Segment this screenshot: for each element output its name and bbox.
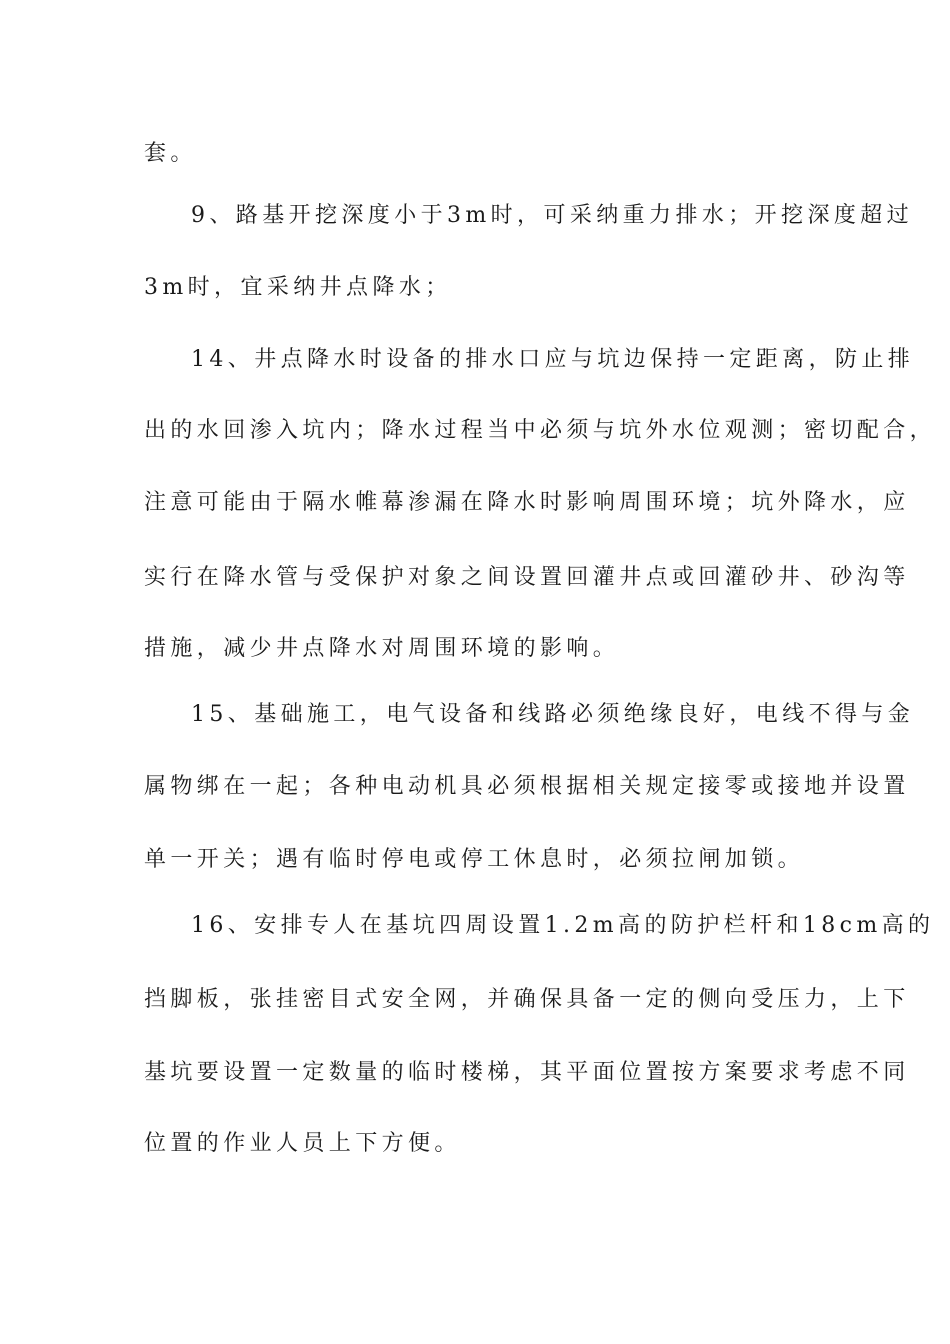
paragraph-14-line-2: 出的水回渗入坑内；降水过程当中必须与坑外水位观测；密切配合，	[144, 418, 937, 443]
text-line: 套。	[144, 141, 197, 166]
paragraph-16-line-2: 挡脚板，张挂密目式安全网，并确保具备一定的侧向受压力，上下	[144, 987, 910, 1012]
paragraph-15-line-1: 15、基础施工，电气设备和线路必须绝缘良好，电线不得与金	[191, 702, 915, 727]
paragraph-14-line-4: 实行在降水管与受保护对象之间设置回灌井点或回灌砂井、砂沟等	[144, 565, 910, 590]
paragraph-14-line-5: 措施，减少井点降水对周围环境的影响。	[144, 636, 620, 661]
paragraph-14-line-3: 注意可能由于隔水帷幕渗漏在降水时影响周围环境；坑外降水，应	[144, 490, 910, 515]
paragraph-15-line-3: 单一开关；遇有临时停电或停工休息时，必须拉闸加锁。	[144, 847, 805, 872]
paragraph-9-line-2: 3m时，宜采纳井点降水；	[144, 275, 452, 300]
paragraph-9-line-1: 9、路基开挖深度小于3m时，可采纳重力排水；开挖深度超过	[191, 203, 914, 228]
paragraph-16-line-3: 基坑要设置一定数量的临时楼梯，其平面位置按方案要求考虑不同	[144, 1060, 910, 1085]
paragraph-15-line-2: 属物绑在一起；各种电动机具必须根据相关规定接零或接地并设置	[144, 774, 910, 799]
paragraph-14-line-1: 14、井点降水时设备的排水口应与坑边保持一定距离，防止排	[191, 347, 915, 372]
paragraph-16-line-4: 位置的作业人员上下方便。	[144, 1131, 461, 1156]
paragraph-16-line-1: 16、安排专人在基坑四周设置1.2m高的防护栏杆和18cm高的	[191, 913, 935, 938]
